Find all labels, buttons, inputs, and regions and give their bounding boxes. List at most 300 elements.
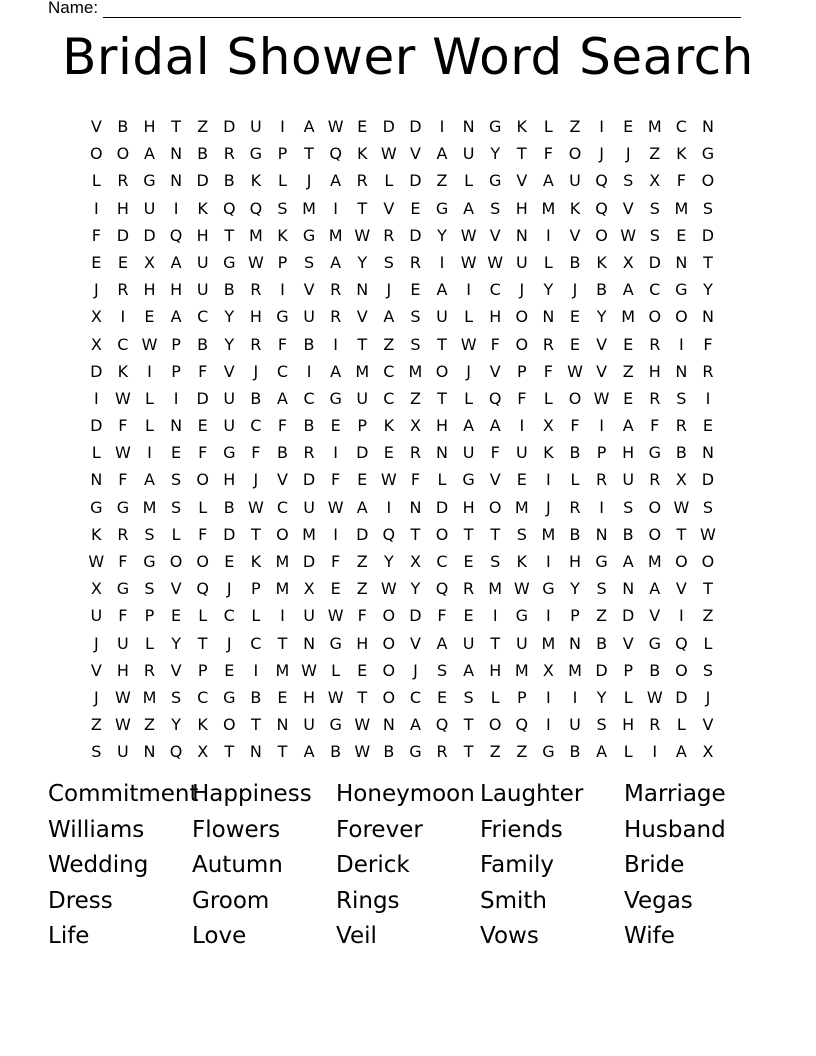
grid-letter[interactable]: F: [650, 416, 660, 436]
grid-letter[interactable]: F: [331, 470, 341, 490]
grid-letter[interactable]: P: [171, 334, 181, 354]
grid-letter[interactable]: C: [489, 280, 501, 300]
grid-letter[interactable]: A: [409, 715, 421, 735]
grid-letter[interactable]: E: [676, 225, 687, 245]
grid-letter[interactable]: D: [409, 171, 422, 191]
grid-letter[interactable]: D: [648, 252, 661, 272]
grid-letter[interactable]: A: [330, 361, 342, 381]
grid-letter[interactable]: S: [490, 552, 501, 571]
grid-letter[interactable]: A: [144, 470, 155, 490]
grid-letter[interactable]: G: [223, 687, 236, 707]
grid-letter[interactable]: H: [116, 660, 129, 680]
grid-letter[interactable]: N: [170, 144, 183, 164]
grid-letter[interactable]: I: [333, 198, 338, 218]
grid-letter[interactable]: S: [596, 579, 607, 599]
grid-letter[interactable]: D: [382, 117, 395, 136]
grid-letter[interactable]: N: [675, 361, 688, 381]
grid-letter[interactable]: F: [91, 225, 101, 245]
grid-letter[interactable]: I: [546, 715, 551, 735]
grid-letter[interactable]: Y: [410, 579, 421, 599]
grid-letter[interactable]: H: [303, 687, 316, 707]
grid-letter[interactable]: G: [489, 171, 502, 191]
grid-letter[interactable]: M: [647, 552, 662, 571]
grid-letter[interactable]: A: [383, 307, 395, 327]
grid-letter[interactable]: U: [117, 633, 129, 653]
grid-letter[interactable]: Q: [435, 579, 449, 599]
grid-letter[interactable]: W: [673, 497, 690, 517]
grid-letter[interactable]: I: [546, 606, 551, 626]
grid-letter[interactable]: L: [145, 633, 154, 653]
grid-letter[interactable]: P: [596, 443, 607, 463]
grid-letter[interactable]: H: [170, 280, 183, 300]
grid-letter[interactable]: V: [276, 470, 288, 490]
grid-letter[interactable]: R: [649, 470, 661, 490]
grid-letter[interactable]: J: [466, 361, 471, 381]
grid-letter[interactable]: M: [248, 225, 263, 245]
grid-letter[interactable]: W: [620, 225, 637, 245]
grid-letter[interactable]: O: [382, 606, 396, 626]
grid-letter[interactable]: W: [487, 252, 504, 272]
grid-letter[interactable]: S: [649, 198, 660, 218]
grid-letter[interactable]: B: [223, 497, 235, 517]
grid-letter[interactable]: O: [568, 388, 582, 408]
grid-letter[interactable]: I: [599, 117, 604, 136]
grid-letter[interactable]: R: [330, 280, 342, 300]
grid-letter[interactable]: H: [436, 416, 449, 436]
grid-letter[interactable]: R: [409, 443, 421, 463]
grid-letter[interactable]: Y: [596, 307, 607, 327]
grid-letter[interactable]: O: [222, 715, 236, 735]
grid-letter[interactable]: I: [333, 443, 338, 463]
grid-letter[interactable]: K: [543, 443, 554, 463]
grid-letter[interactable]: T: [224, 225, 235, 245]
grid-letter[interactable]: M: [488, 579, 503, 599]
grid-letter[interactable]: I: [519, 416, 525, 436]
grid-letter[interactable]: S: [410, 307, 421, 327]
grid-letter[interactable]: W: [380, 579, 397, 599]
grid-letter[interactable]: H: [648, 361, 661, 381]
grid-letter[interactable]: S: [277, 198, 288, 218]
grid-letter[interactable]: L: [543, 252, 553, 272]
grid-letter[interactable]: T: [357, 687, 368, 707]
grid-letter[interactable]: S: [171, 497, 182, 517]
grid-letter[interactable]: F: [490, 334, 500, 354]
grid-letter[interactable]: I: [280, 280, 285, 300]
grid-letter[interactable]: T: [410, 524, 421, 544]
grid-letter[interactable]: C: [649, 280, 661, 300]
grid-letter[interactable]: C: [276, 497, 289, 517]
grid-letter[interactable]: E: [623, 388, 634, 408]
grid-letter[interactable]: E: [623, 334, 634, 354]
grid-letter[interactable]: W: [567, 361, 583, 381]
grid-letter[interactable]: M: [541, 524, 556, 544]
grid-letter[interactable]: C: [197, 687, 209, 707]
grid-letter[interactable]: Y: [570, 579, 580, 599]
grid-letter[interactable]: J: [519, 280, 525, 300]
grid-letter[interactable]: Q: [488, 388, 502, 408]
grid-letter[interactable]: O: [116, 144, 130, 164]
name-write-line[interactable]: [103, 2, 741, 18]
grid-letter[interactable]: I: [705, 388, 711, 408]
grid-letter[interactable]: C: [383, 361, 395, 381]
grid-letter[interactable]: C: [303, 388, 315, 408]
grid-letter[interactable]: E: [277, 687, 288, 707]
grid-letter[interactable]: W: [700, 524, 716, 544]
grid-letter[interactable]: X: [409, 552, 421, 571]
grid-letter[interactable]: N: [515, 225, 528, 245]
grid-letter[interactable]: H: [489, 660, 502, 680]
grid-letter[interactable]: G: [515, 606, 528, 626]
grid-letter[interactable]: J: [705, 687, 711, 707]
grid-letter[interactable]: O: [382, 660, 396, 680]
grid-letter[interactable]: P: [516, 361, 527, 381]
grid-letter[interactable]: B: [383, 742, 395, 762]
grid-letter[interactable]: A: [675, 742, 687, 762]
grid-letter[interactable]: C: [409, 687, 421, 707]
grid-letter[interactable]: R: [436, 742, 448, 762]
grid-letter[interactable]: D: [701, 470, 715, 490]
grid-letter[interactable]: Y: [171, 633, 181, 653]
grid-letter[interactable]: T: [463, 524, 474, 544]
grid-letter[interactable]: Z: [622, 361, 634, 381]
grid-letter[interactable]: E: [569, 307, 581, 327]
grid-letter[interactable]: D: [435, 497, 449, 517]
grid-letter[interactable]: Z: [702, 606, 714, 626]
grid-letter[interactable]: M: [328, 225, 343, 245]
grid-letter[interactable]: D: [90, 416, 103, 436]
grid-letter[interactable]: G: [223, 443, 236, 463]
grid-letter[interactable]: P: [197, 660, 208, 680]
grid-letter[interactable]: V: [516, 171, 528, 191]
grid-letter[interactable]: T: [437, 334, 447, 354]
grid-letter[interactable]: J: [253, 361, 259, 381]
grid-letter[interactable]: S: [91, 742, 102, 762]
grid-letter[interactable]: M: [408, 361, 423, 381]
grid-letter[interactable]: N: [303, 633, 316, 653]
grid-letter[interactable]: E: [410, 280, 421, 300]
grid-letter[interactable]: X: [649, 171, 661, 191]
grid-letter[interactable]: R: [649, 715, 661, 735]
grid-letter[interactable]: A: [303, 117, 315, 136]
grid-letter[interactable]: F: [410, 470, 421, 490]
grid-letter[interactable]: N: [170, 171, 183, 191]
grid-letter[interactable]: K: [250, 171, 262, 191]
grid-letter[interactable]: L: [437, 470, 447, 490]
grid-letter[interactable]: P: [570, 606, 580, 626]
grid-letter[interactable]: K: [516, 552, 528, 571]
grid-letter[interactable]: C: [117, 334, 129, 354]
grid-letter[interactable]: L: [384, 171, 394, 191]
grid-letter[interactable]: Y: [703, 280, 713, 300]
grid-letter[interactable]: A: [542, 171, 554, 191]
grid-letter[interactable]: J: [599, 144, 604, 164]
grid-letter[interactable]: R: [250, 280, 262, 300]
grid-letter[interactable]: X: [90, 334, 102, 354]
grid-letter[interactable]: M: [142, 687, 157, 707]
grid-letter[interactable]: N: [701, 117, 714, 136]
grid-letter[interactable]: S: [436, 660, 448, 680]
grid-letter[interactable]: A: [436, 280, 448, 300]
grid-letter[interactable]: B: [250, 687, 262, 707]
grid-letter[interactable]: U: [462, 443, 475, 463]
grid-letter[interactable]: U: [143, 198, 156, 218]
grid-letter[interactable]: G: [701, 144, 715, 164]
grid-letter[interactable]: N: [675, 252, 688, 272]
grid-letter[interactable]: X: [542, 660, 554, 680]
grid-letter[interactable]: Z: [383, 334, 395, 354]
grid-letter[interactable]: G: [143, 552, 156, 571]
grid-letter[interactable]: I: [253, 660, 259, 680]
grid-letter[interactable]: O: [488, 715, 502, 735]
grid-letter[interactable]: L: [464, 171, 474, 191]
grid-letter[interactable]: O: [595, 225, 608, 245]
grid-letter[interactable]: O: [196, 552, 209, 571]
grid-letter[interactable]: R: [596, 470, 608, 490]
grid-letter[interactable]: M: [302, 524, 316, 544]
grid-letter[interactable]: D: [409, 117, 422, 136]
grid-letter[interactable]: N: [436, 443, 448, 463]
grid-letter[interactable]: Y: [383, 552, 394, 571]
grid-letter[interactable]: X: [622, 252, 634, 272]
grid-letter[interactable]: B: [569, 443, 581, 463]
grid-letter[interactable]: K: [91, 524, 102, 544]
grid-letter[interactable]: H: [116, 198, 129, 218]
grid-letter[interactable]: G: [595, 552, 608, 571]
grid-letter[interactable]: R: [250, 334, 262, 354]
grid-letter[interactable]: W: [354, 225, 371, 245]
grid-letter[interactable]: J: [93, 687, 99, 707]
grid-letter[interactable]: J: [386, 280, 392, 300]
grid-letter[interactable]: V: [622, 633, 634, 653]
grid-letter[interactable]: S: [171, 470, 182, 490]
grid-letter[interactable]: W: [327, 117, 344, 136]
grid-letter[interactable]: S: [516, 524, 527, 544]
grid-letter[interactable]: W: [380, 144, 397, 164]
grid-letter[interactable]: T: [197, 633, 208, 653]
grid-letter[interactable]: W: [114, 443, 131, 463]
grid-letter[interactable]: U: [117, 742, 129, 762]
grid-letter[interactable]: H: [515, 198, 528, 218]
grid-letter[interactable]: V: [489, 361, 501, 381]
grid-letter[interactable]: T: [304, 144, 314, 164]
grid-letter[interactable]: T: [490, 524, 501, 544]
grid-letter[interactable]: G: [542, 579, 555, 599]
grid-letter[interactable]: X: [144, 252, 155, 272]
grid-letter[interactable]: K: [516, 117, 528, 136]
grid-letter[interactable]: S: [144, 524, 155, 544]
grid-letter[interactable]: B: [569, 524, 581, 544]
grid-letter[interactable]: J: [306, 171, 312, 191]
grid-letter[interactable]: Z: [596, 606, 608, 626]
grid-letter[interactable]: N: [622, 579, 635, 599]
grid-letter[interactable]: Z: [649, 144, 661, 164]
grid-letter[interactable]: D: [116, 225, 130, 245]
grid-letter[interactable]: S: [490, 198, 501, 218]
grid-letter[interactable]: U: [515, 633, 528, 653]
grid-letter[interactable]: L: [198, 606, 208, 626]
grid-letter[interactable]: D: [196, 388, 209, 408]
grid-letter[interactable]: G: [116, 497, 130, 517]
grid-letter[interactable]: Z: [356, 579, 368, 599]
grid-letter[interactable]: Q: [222, 198, 236, 218]
grid-letter[interactable]: X: [90, 307, 102, 327]
grid-letter[interactable]: N: [569, 633, 581, 653]
grid-letter[interactable]: V: [383, 198, 395, 218]
grid-letter[interactable]: K: [197, 715, 208, 735]
grid-letter[interactable]: R: [383, 225, 395, 245]
grid-letter[interactable]: S: [303, 252, 315, 272]
grid-letter[interactable]: T: [703, 252, 713, 272]
grid-letter[interactable]: U: [223, 416, 236, 436]
grid-letter[interactable]: D: [356, 443, 369, 463]
grid-letter[interactable]: E: [702, 416, 713, 436]
grid-letter[interactable]: I: [652, 742, 658, 762]
grid-letter[interactable]: I: [280, 117, 285, 136]
grid-letter[interactable]: Z: [516, 742, 528, 762]
grid-letter[interactable]: H: [143, 117, 156, 136]
grid-letter[interactable]: O: [169, 552, 183, 571]
grid-letter[interactable]: V: [675, 579, 687, 599]
grid-letter[interactable]: R: [117, 524, 129, 544]
grid-letter[interactable]: C: [436, 552, 448, 571]
grid-letter[interactable]: U: [569, 171, 581, 191]
grid-letter[interactable]: X: [90, 579, 102, 599]
grid-letter[interactable]: T: [357, 334, 368, 354]
grid-letter[interactable]: F: [198, 524, 208, 544]
grid-letter[interactable]: W: [327, 687, 344, 707]
grid-letter[interactable]: F: [676, 171, 686, 191]
grid-letter[interactable]: V: [596, 334, 608, 354]
grid-letter[interactable]: G: [648, 443, 661, 463]
grid-letter[interactable]: D: [302, 552, 316, 571]
grid-letter[interactable]: E: [144, 307, 155, 327]
grid-letter[interactable]: W: [646, 687, 663, 707]
grid-letter[interactable]: A: [436, 633, 448, 653]
grid-letter[interactable]: W: [247, 252, 264, 272]
grid-letter[interactable]: I: [599, 497, 604, 517]
grid-letter[interactable]: P: [277, 252, 288, 272]
grid-letter[interactable]: Y: [543, 280, 554, 300]
grid-letter[interactable]: T: [463, 715, 474, 735]
grid-letter[interactable]: V: [170, 660, 182, 680]
grid-letter[interactable]: L: [543, 388, 553, 408]
grid-letter[interactable]: F: [251, 443, 261, 463]
grid-letter[interactable]: R: [223, 144, 235, 164]
grid-letter[interactable]: B: [330, 742, 342, 762]
grid-letter[interactable]: T: [250, 524, 261, 544]
grid-letter[interactable]: E: [357, 470, 368, 490]
grid-letter[interactable]: I: [439, 117, 445, 136]
grid-letter[interactable]: F: [198, 361, 208, 381]
grid-letter[interactable]: T: [490, 633, 501, 653]
grid-letter[interactable]: S: [702, 198, 714, 218]
grid-letter[interactable]: B: [223, 280, 235, 300]
grid-letter[interactable]: A: [170, 307, 182, 327]
grid-letter[interactable]: E: [436, 687, 448, 707]
grid-letter[interactable]: I: [173, 198, 179, 218]
grid-letter[interactable]: I: [386, 497, 392, 517]
grid-letter[interactable]: P: [171, 361, 181, 381]
grid-letter[interactable]: X: [197, 742, 209, 762]
grid-letter[interactable]: G: [143, 171, 156, 191]
grid-letter[interactable]: O: [675, 552, 688, 571]
grid-letter[interactable]: Z: [144, 715, 155, 735]
grid-letter[interactable]: R: [649, 388, 661, 408]
grid-letter[interactable]: G: [329, 633, 342, 653]
grid-letter[interactable]: I: [147, 361, 152, 381]
grid-letter[interactable]: L: [676, 715, 686, 735]
grid-letter[interactable]: F: [118, 606, 128, 626]
grid-letter[interactable]: J: [226, 579, 232, 599]
grid-letter[interactable]: O: [648, 524, 662, 544]
grid-letter[interactable]: J: [93, 280, 99, 300]
grid-letter[interactable]: I: [546, 687, 551, 707]
grid-letter[interactable]: U: [436, 307, 448, 327]
grid-letter[interactable]: N: [356, 280, 369, 300]
grid-letter[interactable]: V: [489, 225, 501, 245]
grid-letter[interactable]: Q: [515, 715, 529, 735]
grid-letter[interactable]: F: [118, 416, 128, 436]
grid-letter[interactable]: B: [303, 416, 315, 436]
grid-letter[interactable]: L: [703, 633, 713, 653]
grid-letter[interactable]: K: [117, 361, 129, 381]
grid-letter[interactable]: M: [541, 633, 556, 653]
grid-letter[interactable]: A: [303, 742, 315, 762]
grid-letter[interactable]: V: [303, 280, 315, 300]
grid-letter[interactable]: E: [91, 252, 102, 272]
grid-letter[interactable]: R: [569, 497, 581, 517]
grid-letter[interactable]: T: [676, 524, 687, 544]
grid-letter[interactable]: L: [331, 660, 341, 680]
grid-letter[interactable]: D: [90, 361, 103, 381]
grid-letter[interactable]: W: [460, 252, 477, 272]
grid-letter[interactable]: E: [463, 606, 474, 626]
grid-letter[interactable]: J: [413, 660, 418, 680]
grid-letter[interactable]: D: [409, 225, 422, 245]
grid-letter[interactable]: X: [675, 470, 687, 490]
grid-letter[interactable]: W: [354, 715, 371, 735]
grid-letter[interactable]: Q: [169, 742, 183, 762]
grid-letter[interactable]: U: [515, 443, 528, 463]
grid-letter[interactable]: I: [546, 470, 551, 490]
grid-letter[interactable]: T: [277, 633, 288, 653]
grid-letter[interactable]: S: [596, 715, 607, 735]
grid-letter[interactable]: N: [276, 715, 289, 735]
grid-letter[interactable]: X: [702, 742, 714, 762]
grid-letter[interactable]: M: [355, 361, 370, 381]
grid-letter[interactable]: W: [247, 497, 264, 517]
grid-letter[interactable]: F: [331, 552, 341, 571]
grid-letter[interactable]: F: [517, 388, 527, 408]
grid-letter[interactable]: Q: [329, 144, 342, 164]
grid-letter[interactable]: I: [333, 334, 338, 354]
grid-letter[interactable]: H: [622, 715, 635, 735]
grid-letter[interactable]: L: [623, 687, 633, 707]
grid-letter[interactable]: Y: [224, 334, 235, 354]
grid-letter[interactable]: H: [568, 552, 581, 571]
grid-letter[interactable]: R: [117, 280, 129, 300]
grid-letter[interactable]: A: [144, 144, 155, 164]
grid-letter[interactable]: R: [330, 307, 342, 327]
grid-letter[interactable]: D: [143, 225, 156, 245]
grid-letter[interactable]: S: [623, 171, 634, 191]
grid-letter[interactable]: W: [301, 660, 317, 680]
grid-letter[interactable]: F: [543, 361, 553, 381]
grid-letter[interactable]: I: [679, 606, 684, 626]
grid-letter[interactable]: A: [463, 660, 475, 680]
grid-letter[interactable]: A: [596, 742, 608, 762]
grid-letter[interactable]: W: [513, 579, 530, 599]
